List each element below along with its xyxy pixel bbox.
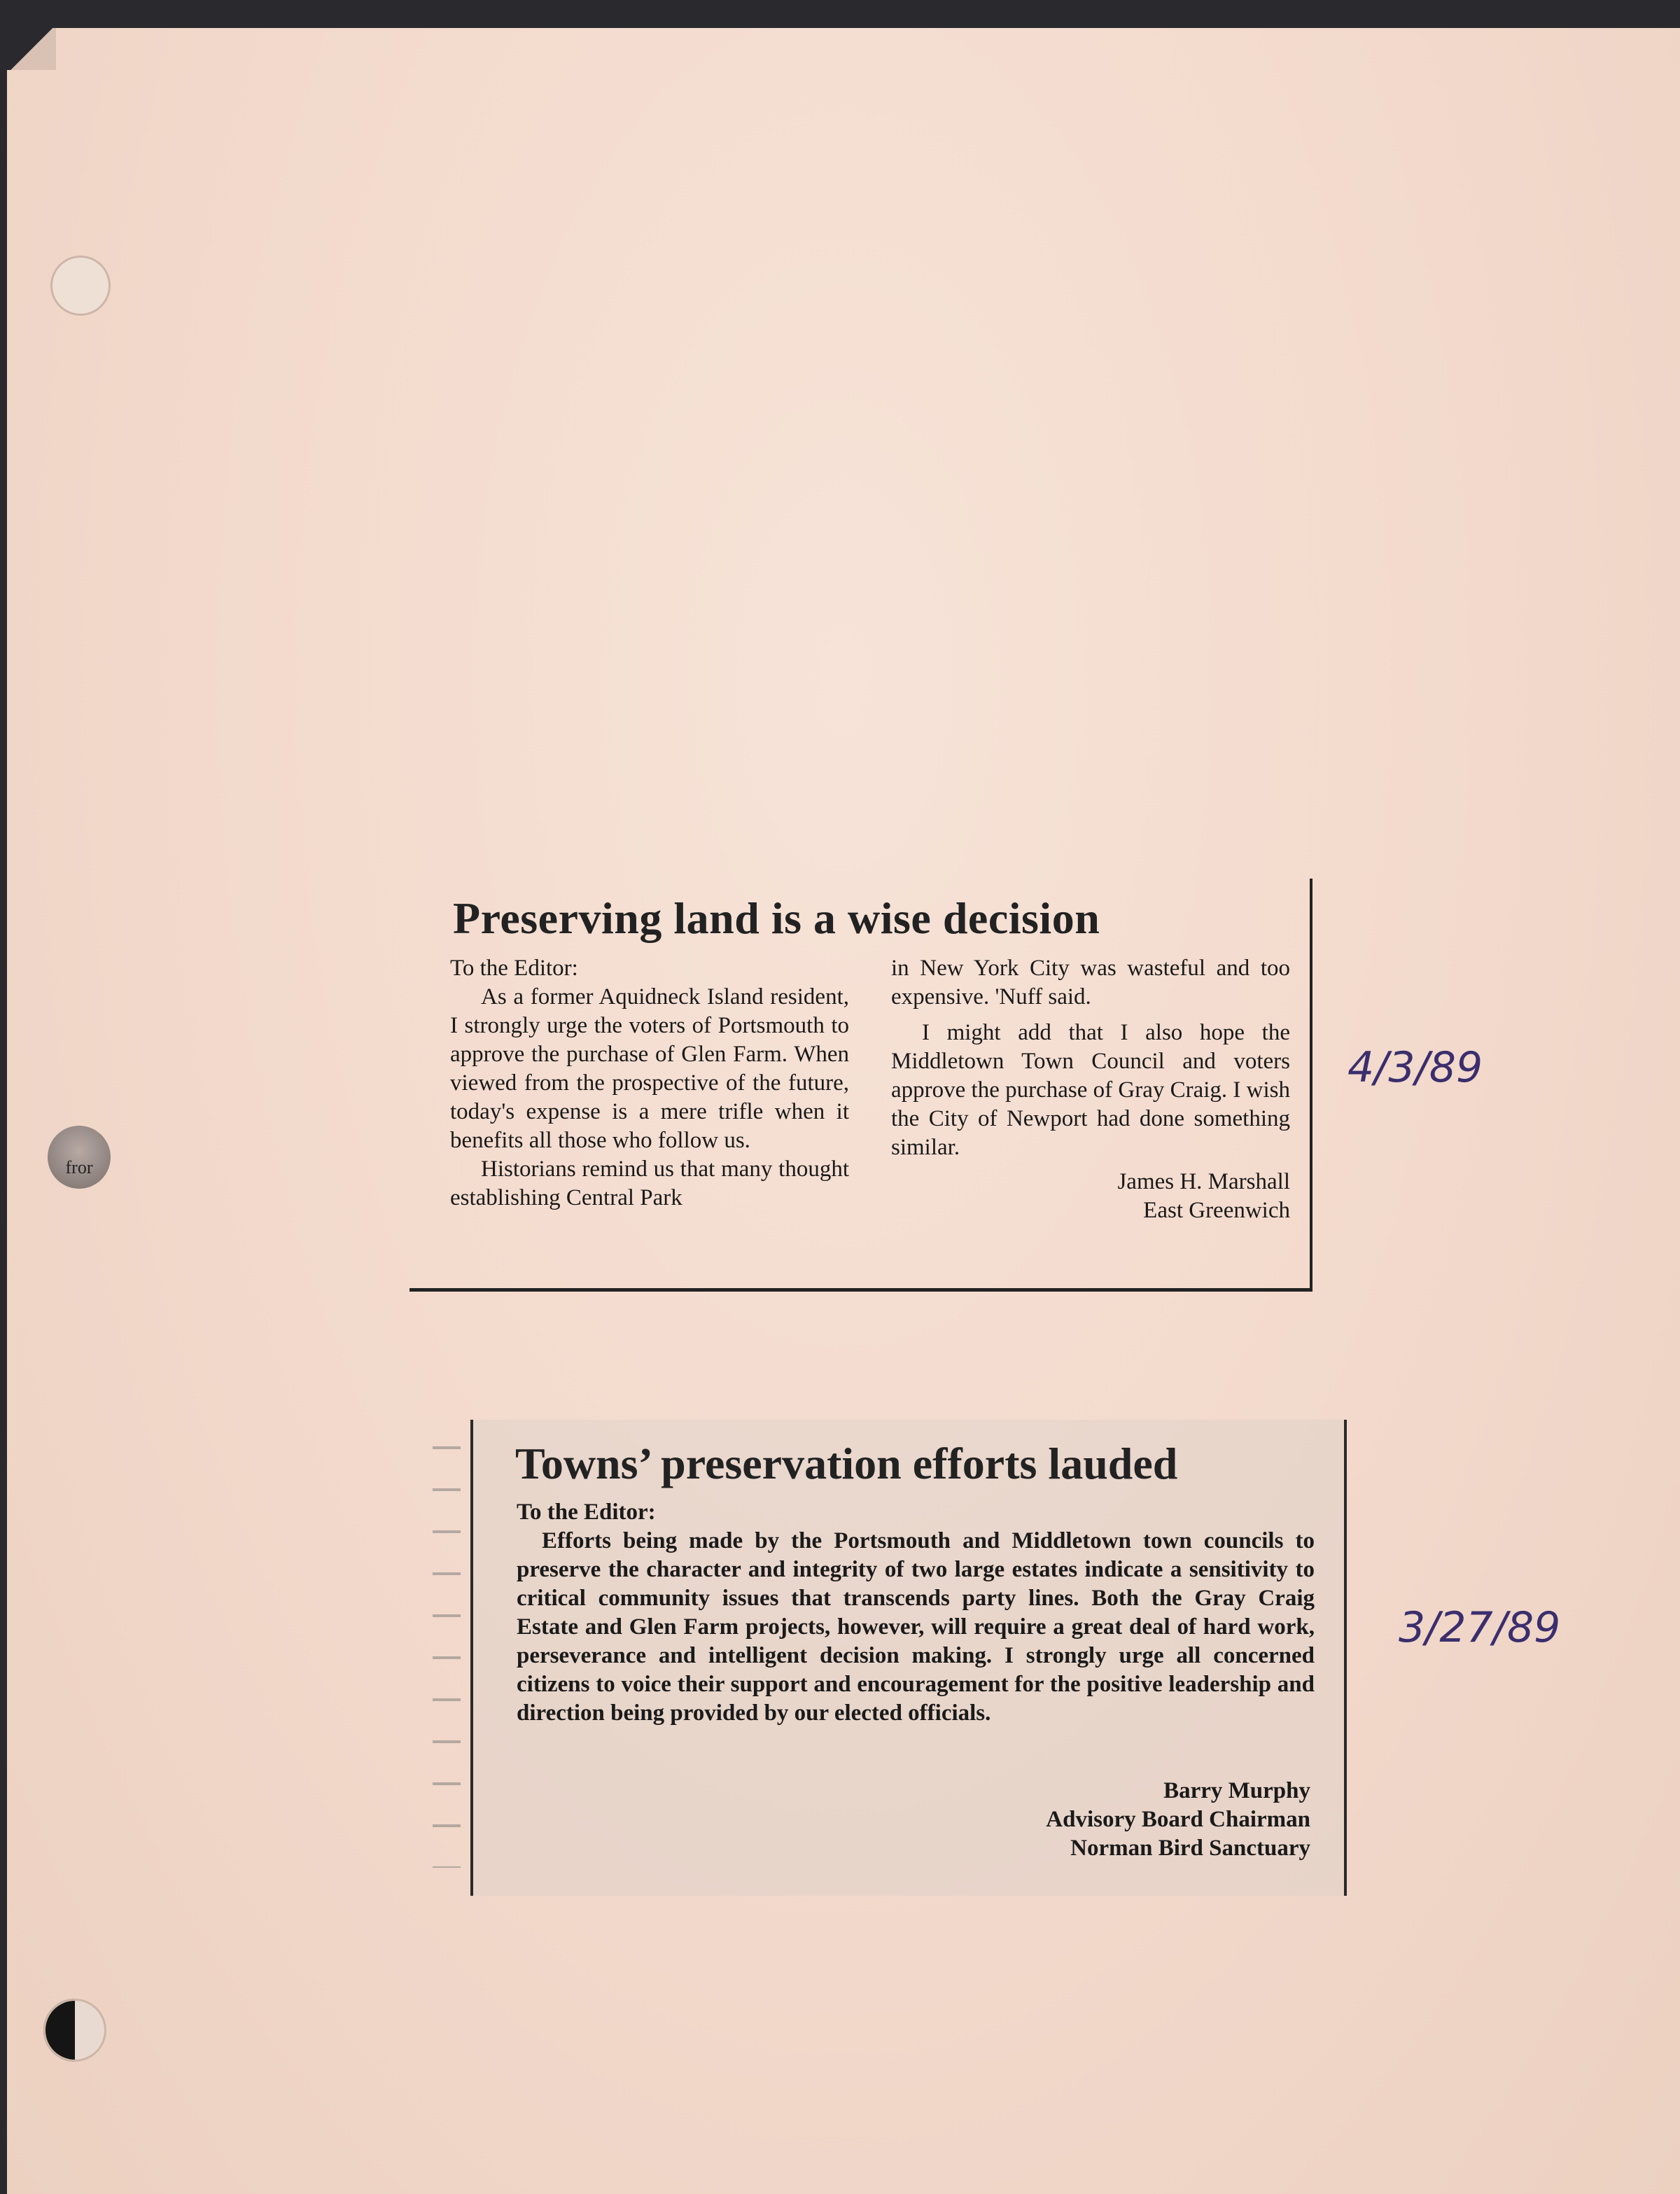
signature-block-2: [1046, 1777, 1310, 1863]
paragraph-1c: in New York City was wasteful and too expensive. 'Nuff said.: [891, 956, 1290, 1009]
paragraph-1a: As a former Aquidneck Island resident, I strongly urge the voters of Portsmouth to approve the purchase of Glen Farm. When viewed from the prospective of the future, today's expense is a mere trifle when it benefits all those who follow us.: [450, 984, 849, 1153]
paragraph-1d: I might add that I also hope the Middletown Town Council and voters approve the purchase of Gray Craig. I wish the City of Newport had done something similar.: [891, 1020, 1290, 1160]
handwritten-date-2: 3/27/89: [1399, 1603, 1561, 1652]
clipping-preserving-land: [410, 879, 1312, 1292]
handwritten-date-1: 4/3/89: [1348, 1043, 1483, 1092]
punch-hole-bottom: [43, 1999, 106, 2062]
clipping-towns-preservation: [470, 1420, 1347, 1896]
punch-hole-top: [50, 256, 111, 316]
headline-1: Preserving land is a wise decision: [453, 893, 1100, 943]
signature-place-1: East Greenwich: [1143, 1198, 1290, 1223]
clipping-1-right-column: [891, 954, 1290, 1225]
signature-name-1: James H. Marshall: [1117, 1169, 1290, 1194]
clipping-1-left-column: [450, 954, 849, 1213]
sticker-mark: [48, 1126, 111, 1189]
salutation-1: To the Editor:: [450, 956, 578, 981]
signature-org-2: Norman Bird Sanctuary: [1070, 1836, 1310, 1861]
salutation-2: To the Editor:: [517, 1500, 656, 1525]
paragraph-1b: Historians remind us that many thought establishing Central Park: [450, 1157, 849, 1210]
clipping-edge-marks: [433, 1420, 461, 1868]
headline-2: Towns’ preservation efforts lauded: [515, 1439, 1178, 1488]
signature-name-2: Barry Murphy: [1163, 1778, 1310, 1803]
sticker-text: fror: [65, 1157, 93, 1178]
folded-corner: [7, 28, 56, 70]
signature-title-2: Advisory Board Chairman: [1046, 1807, 1310, 1832]
paragraph-2: Efforts being made by the Portsmouth and Middletown town councils to preserve the character and integrity of two large estates indicate a sensitivity to critical community issues that transcends party lines. Both the Gray Craig Estate and Glen Farm projects, however, will require a great deal of hard work, perseverance and intelligent decision making. I strongly urge all concerned citizens to voice their support and encouragement for the positive leadership and direction being provided by our elected officials.: [517, 1528, 1315, 1726]
clipping-2-body: [517, 1498, 1315, 1728]
